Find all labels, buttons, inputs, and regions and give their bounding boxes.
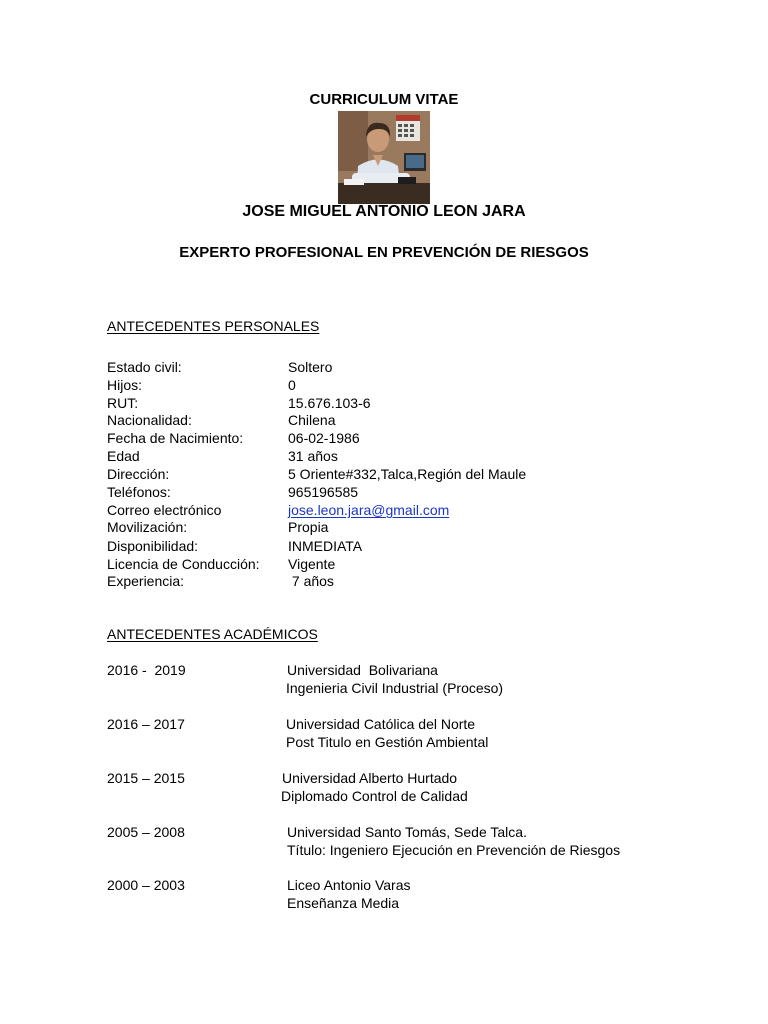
profession-title: EXPERTO PROFESIONAL EN PREVENCIÓN DE RIESGOS bbox=[179, 244, 589, 261]
academic-period: 2015 – 2015 bbox=[107, 770, 185, 786]
personal-value: Chilena bbox=[288, 412, 336, 428]
academic-entry bbox=[0, 661, 768, 701]
personal-value: Propia bbox=[288, 519, 329, 535]
academic-detail: Título: Ingeniero Ejecución en Prevención de Riesgos bbox=[287, 842, 621, 858]
personal-row bbox=[0, 429, 768, 447]
personal-row bbox=[0, 483, 768, 501]
profile-photo-image bbox=[338, 111, 430, 204]
academic-institution: Liceo Antonio Varas bbox=[287, 877, 411, 893]
personal-row bbox=[0, 447, 768, 465]
personal-label: Correo electrónico bbox=[107, 502, 222, 518]
personal-label: Disponibilidad: bbox=[107, 538, 199, 554]
personal-label: Fecha de Nacimiento: bbox=[107, 430, 244, 446]
academic-institution: Universidad Alberto Hurtado bbox=[282, 770, 458, 786]
personal-label: Hijos: bbox=[107, 377, 143, 393]
personal-row bbox=[0, 501, 768, 519]
personal-row bbox=[0, 465, 768, 483]
personal-label: Experiencia: bbox=[107, 573, 185, 589]
email-link[interactable]: jose.leon.jara@gmail.com bbox=[288, 502, 450, 518]
personal-row bbox=[0, 555, 768, 573]
academic-detail: Diplomado Control de Calidad bbox=[281, 788, 468, 804]
academic-entry bbox=[0, 823, 768, 863]
personal-value: 0 bbox=[288, 377, 296, 393]
personal-value: INMEDIATA bbox=[288, 538, 363, 554]
personal-label: Nacionalidad: bbox=[107, 412, 192, 428]
personal-row bbox=[0, 358, 768, 376]
academic-entry bbox=[0, 715, 768, 755]
academic-section-heading: ANTECEDENTES ACADÉMICOS bbox=[107, 626, 318, 642]
personal-value: 7 años bbox=[288, 573, 334, 589]
document-title: CURRICULUM VITAE bbox=[309, 91, 459, 108]
academic-period: 2005 – 2008 bbox=[107, 824, 185, 840]
academic-institution: Universidad Católica del Norte bbox=[286, 716, 476, 732]
academic-detail: Post Titulo en Gestión Ambiental bbox=[286, 734, 489, 750]
personal-value: 965196585 bbox=[288, 484, 359, 500]
personal-label: Estado civil: bbox=[107, 359, 182, 375]
academic-period: 2016 – 2017 bbox=[107, 716, 185, 732]
personal-row bbox=[0, 394, 768, 412]
personal-label: Dirección: bbox=[107, 466, 170, 482]
profile-photo bbox=[338, 111, 430, 204]
personal-value: 5 Oriente#332,Talca,Región del Maule bbox=[288, 466, 527, 482]
personal-label: RUT: bbox=[107, 395, 139, 411]
academic-period: 2016 - 2019 bbox=[107, 662, 186, 678]
personal-section-heading: ANTECEDENTES PERSONALES bbox=[107, 318, 320, 334]
personal-label: Licencia de Conducción: bbox=[107, 556, 260, 572]
personal-value: 15.676.103-6 bbox=[288, 395, 371, 411]
personal-label: Movilización: bbox=[107, 519, 188, 535]
personal-value: Soltero bbox=[288, 359, 333, 375]
academic-institution: Universidad Bolivariana bbox=[287, 662, 438, 678]
person-name: JOSE MIGUEL ANTONIO LEON JARA bbox=[242, 203, 526, 220]
personal-value: 06-02-1986 bbox=[288, 430, 360, 446]
personal-value: 31 años bbox=[288, 448, 338, 464]
personal-value: Vigente bbox=[288, 556, 336, 572]
academic-period: 2000 – 2003 bbox=[107, 877, 185, 893]
personal-label: Edad bbox=[107, 448, 140, 464]
academic-detail: Enseñanza Media bbox=[287, 895, 400, 911]
personal-row bbox=[0, 411, 768, 429]
academic-institution: Universidad Santo Tomás, Sede Talca. bbox=[287, 824, 527, 840]
personal-row bbox=[0, 518, 768, 536]
personal-label: Teléfonos: bbox=[107, 484, 171, 500]
personal-row bbox=[0, 572, 768, 590]
personal-row bbox=[0, 537, 768, 555]
personal-row bbox=[0, 376, 768, 394]
academic-entry bbox=[0, 769, 768, 809]
academic-detail: Ingenieria Civil Industrial (Proceso) bbox=[286, 680, 504, 696]
academic-entry bbox=[0, 876, 768, 916]
